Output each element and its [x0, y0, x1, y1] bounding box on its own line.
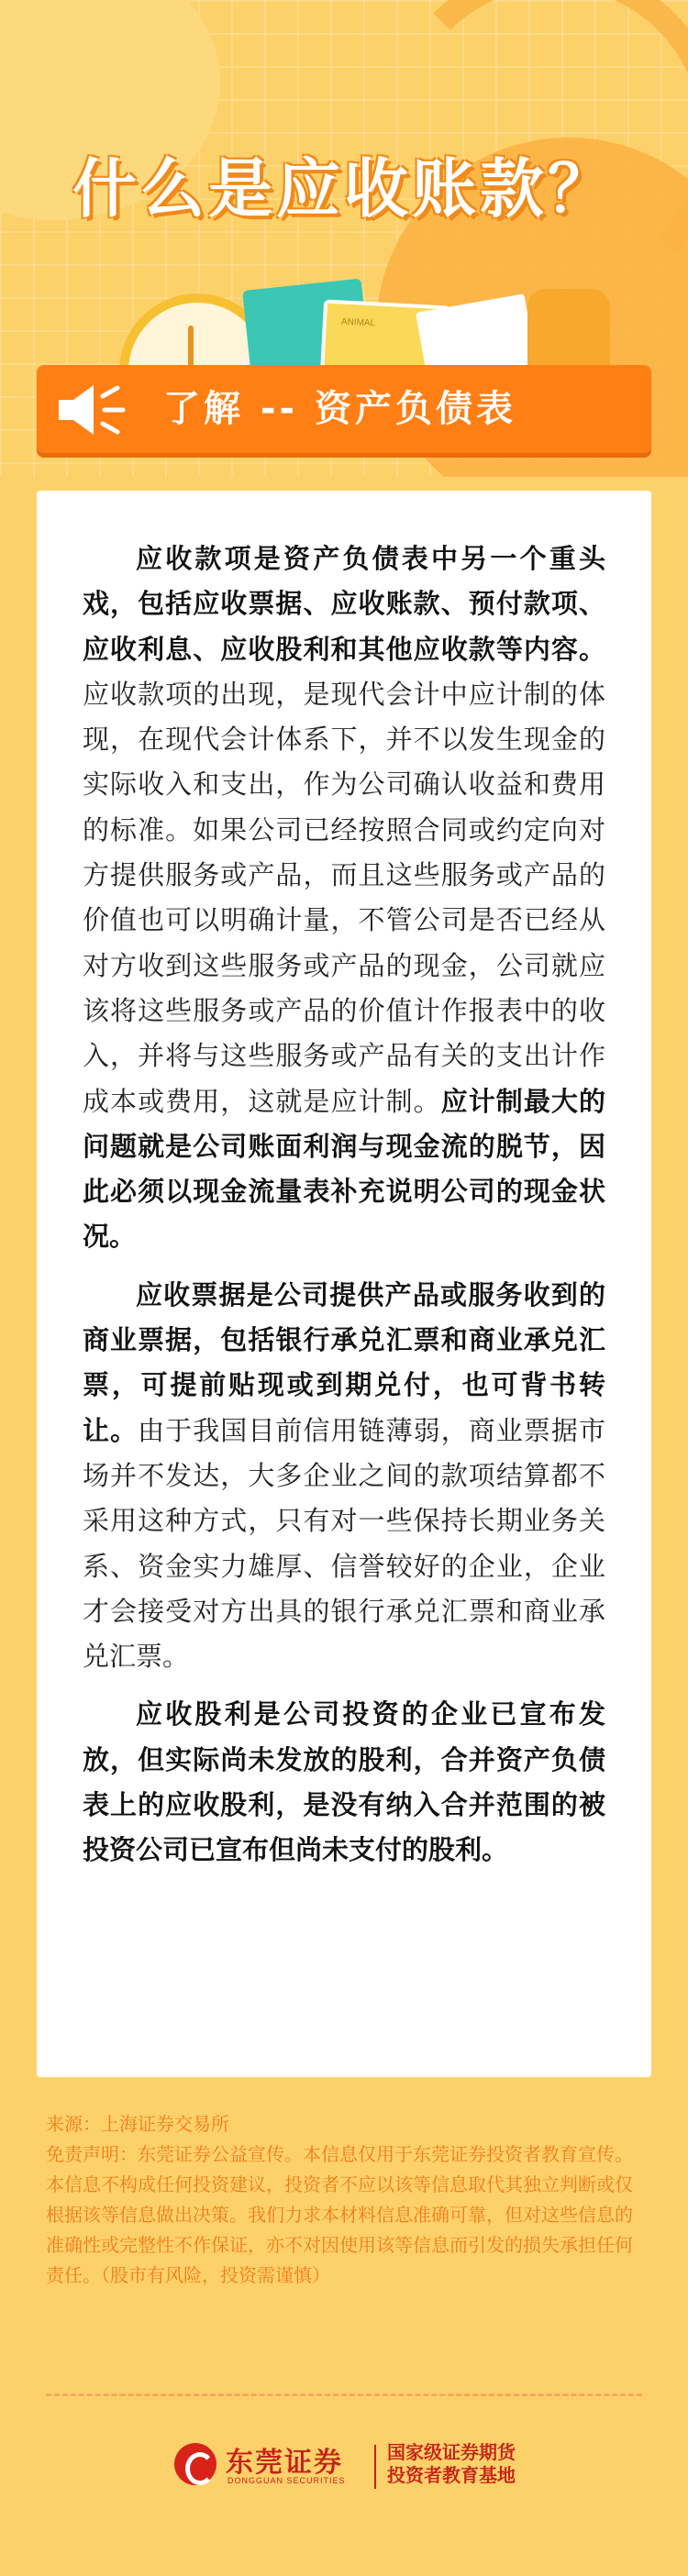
disclaimer-block: [46, 2109, 642, 2291]
content-card: [37, 491, 651, 2077]
bold-text: 应计制最大的问题就是公司账面利润与现金流的脱节，因此必须以现金流量表补充说明公司的现金状况。: [83, 1085, 605, 1253]
article-body: [83, 536, 605, 1886]
body-text: 由于我国目前信用链薄弱，商业票据市场并不发达，大多企业之间的款项结算都不采用这种方式，只有对一些保持长期业务关系、资金实力雄厚、信誉较好的企业，企业才会接受对方出具的银行承兑汇票和商业承兑汇票。: [83, 1414, 605, 1673]
bold-text: 应收股利是公司投资的企业已宣布发放，但实际尚未发放的股利，合并资产负债表上的应收股利，是没有纳入合并范围的被投资公司已宣布但尚未支付的股利。: [83, 1698, 605, 1866]
divider: [46, 2394, 642, 2396]
tagline-line: 国家级证券期货: [387, 2441, 516, 2463]
logo-separator: [374, 2445, 376, 2489]
logo-tagline: [387, 2441, 516, 2487]
paragraph: [83, 1692, 605, 1873]
disclaimer-text: 免责声明：东莞证券公益宣传。本信息仅用于东莞证券投资者教育宣传。本信息不构成任何投资建议，投资者不应以该等信息取代其独立判断或仅根据该等信息做出决策。我们力求本材料信息准确可靠，但对这些信息的准确性或完整性不作保证，亦不对因使用该等信息而引发的损失承担任何责任。（股市有风险，投资需谨慎）: [46, 2143, 633, 2286]
section-banner: [37, 365, 651, 453]
bold-text: 应收款项是资产负债表中另一个重头戏，包括应收票据、应收账款、预付款项、应收利息、应收股利和其他应收款等内容。: [83, 543, 605, 665]
logo-english: DONGGUAN SECURITIES: [227, 2476, 346, 2485]
footer-logo: [174, 2439, 523, 2504]
header-illustration: [110, 275, 587, 376]
banner-title: 了解 -- 资产负债表: [163, 388, 517, 430]
paragraph: [83, 536, 605, 1260]
body-text: 应收款项的出现，是现代会计中应计制的体现，在现代会计体系下，并不以发生现金的实际收入和支出，作为公司确认收益和费用的标准。如果公司已经按照合同或约定向对方提供服务或产品，而且这些服务或产品的价值也可以明确计量，不管公司是否已经从对方收到这些服务或产品的现金，公司就应该将这些服务或产品的价值计作报表中的收入，并将与这些服务或产品有关的支出计作成本或费用，这就是应计制。: [83, 678, 605, 1117]
bold-text: 应收票据是公司提供产品或服务收到的商业票据，包括银行承兑汇票和商业承兑汇票，可提前贴现或到期兑付，也可背书转让。: [83, 1278, 605, 1446]
source-line: 来源：上海证券交易所: [46, 2113, 229, 2135]
paragraph: [83, 1273, 605, 1680]
speaker-icon: [57, 383, 139, 437]
book-cover-text: ANIMAL: [340, 316, 376, 329]
brand-logo-icon: [174, 2443, 216, 2485]
page-title: 什么是应收账款？: [72, 151, 616, 227]
logo-name: 东莞证券: [226, 2447, 343, 2479]
tagline-line: 投资者教育基地: [387, 2464, 516, 2486]
